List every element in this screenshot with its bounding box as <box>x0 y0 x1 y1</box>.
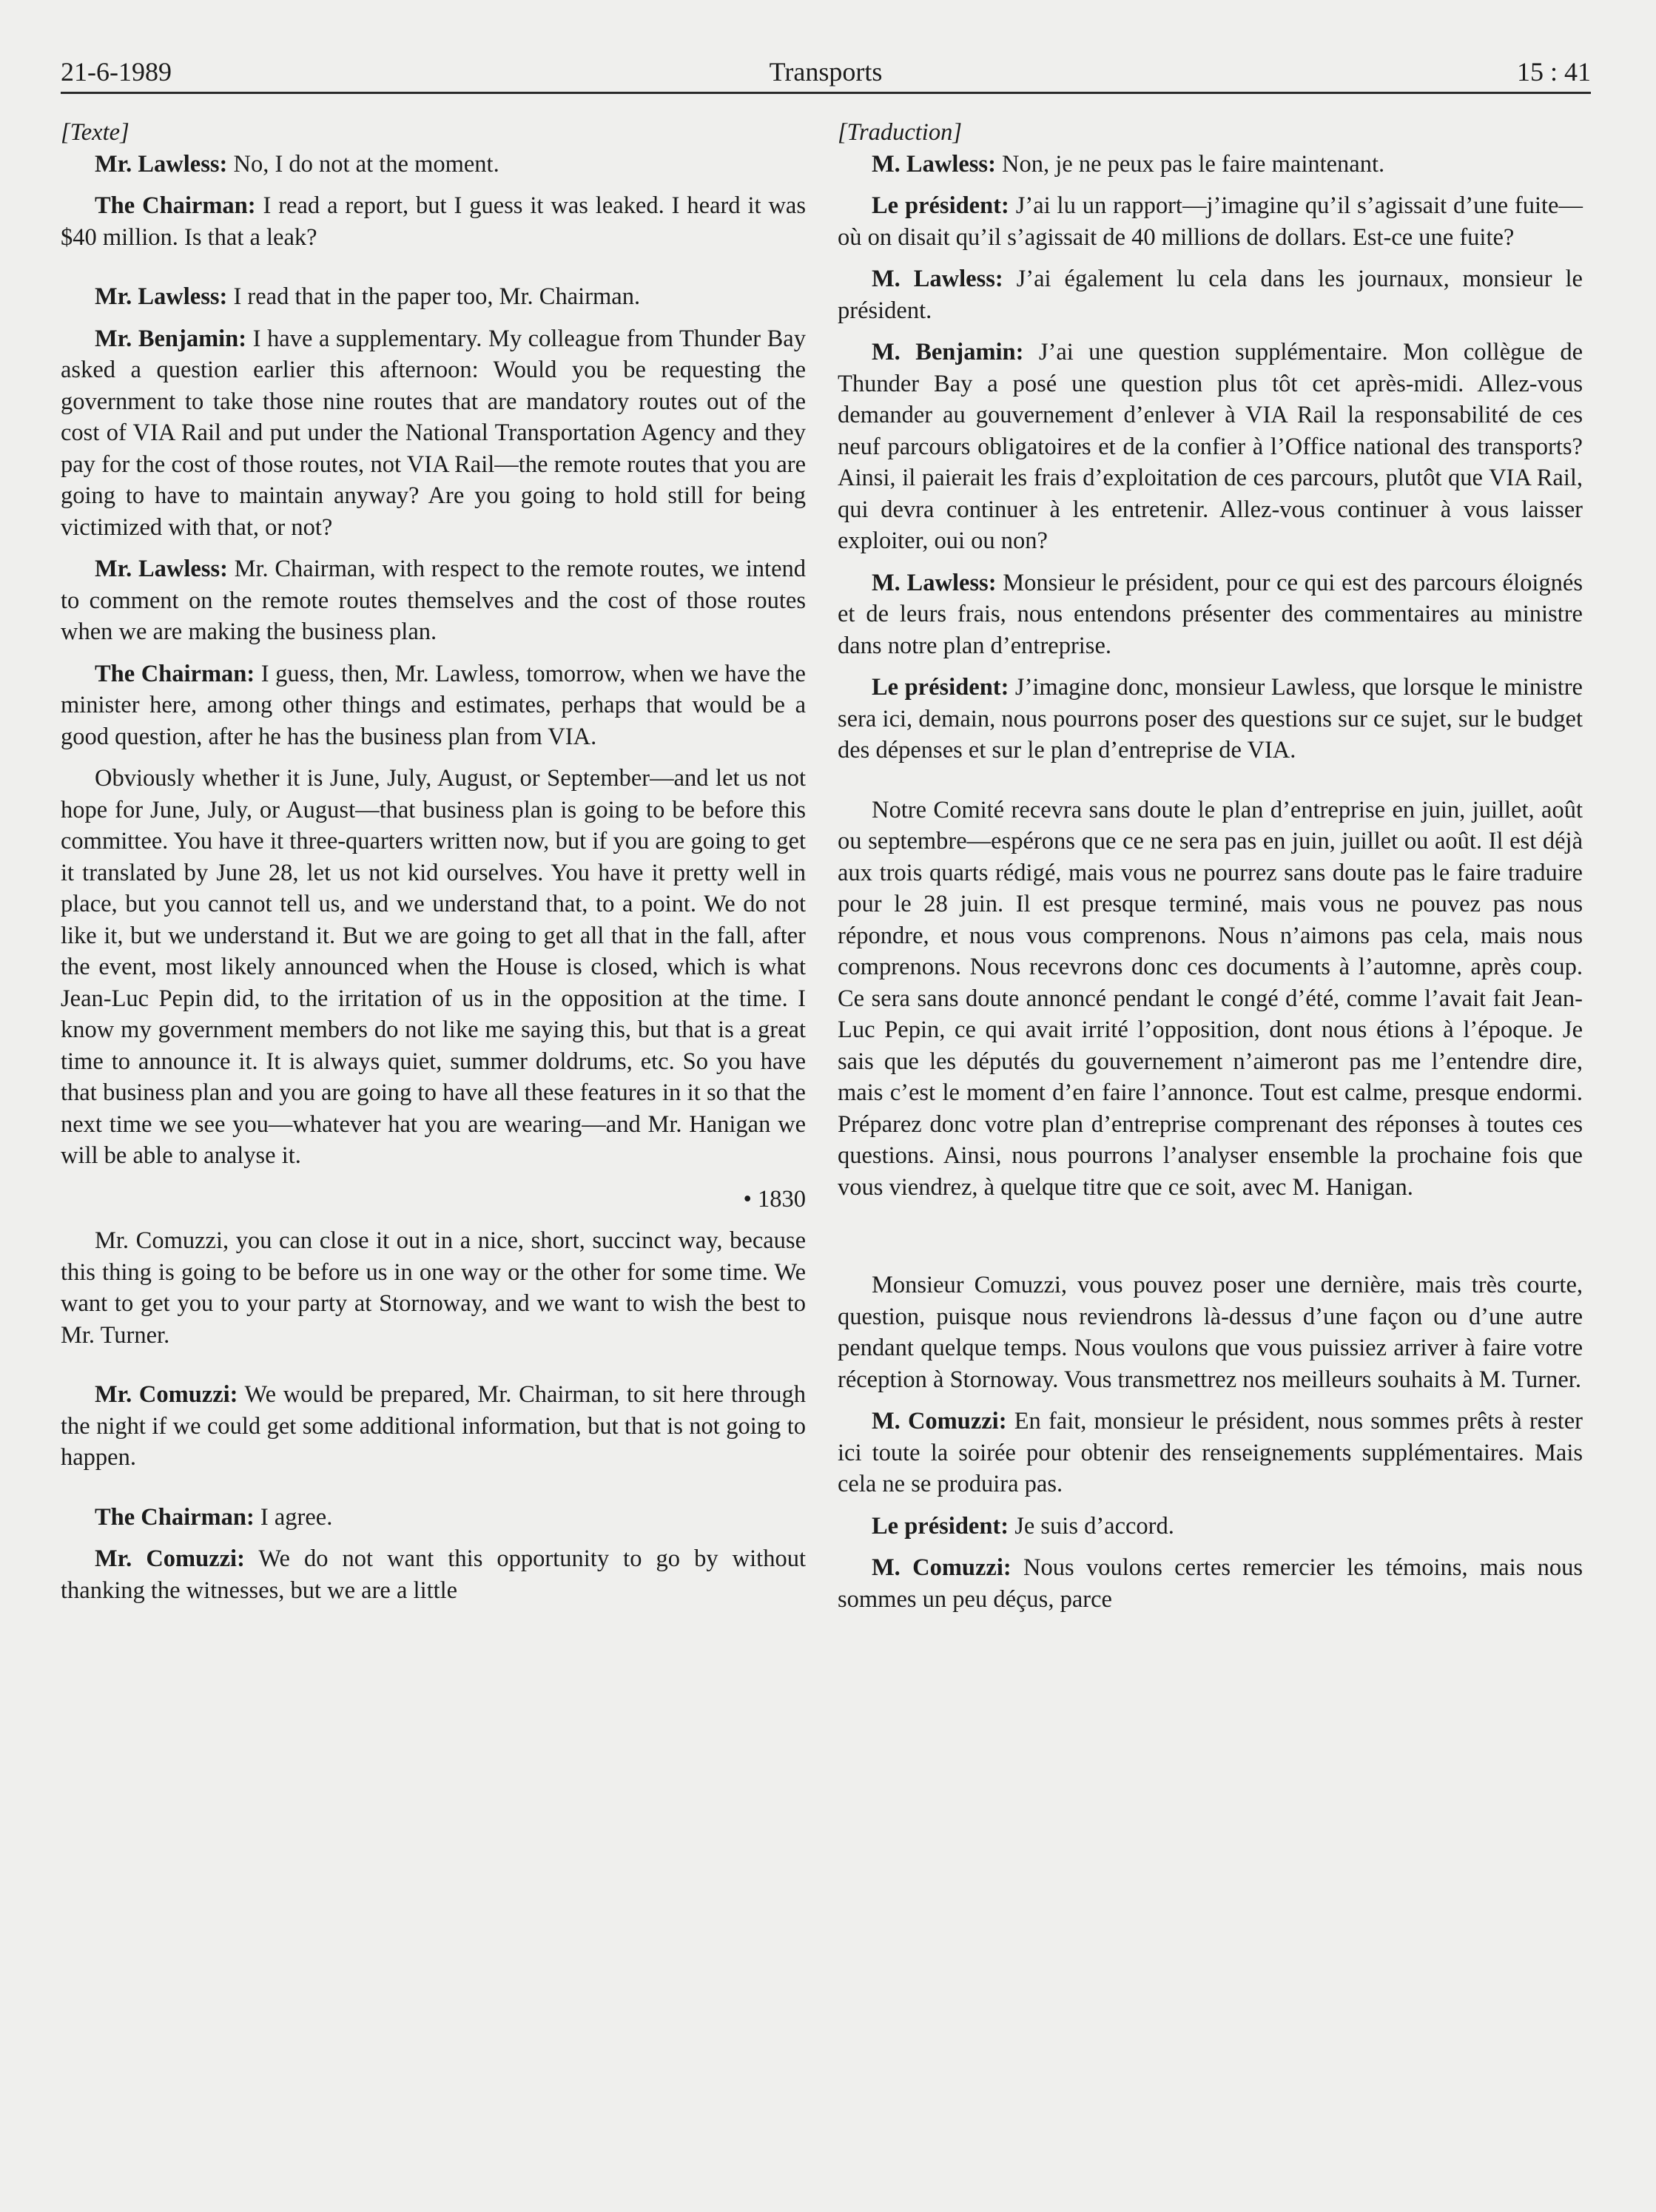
speaker: Le président: <box>872 1512 1009 1540</box>
header-page-number: 15 : 41 <box>1516 57 1591 87</box>
speaker: Le président: <box>872 674 1009 701</box>
paragraph: Mr. Lawless: Mr. Chairman, with respect to the remote routes, we intend to comment on the remote routes themselves and the cost of those routes when we are making the business plan. <box>61 556 806 645</box>
speaker: Mr. Comuzzi: <box>95 1381 238 1408</box>
paragraph: Mr. Lawless: I read that in the paper too, Mr. Chairman. <box>95 283 641 310</box>
paragraph: Le président: Je suis d’accord. <box>872 1512 1174 1540</box>
english-column <box>61 117 806 1606</box>
page-header <box>61 58 1591 94</box>
french-column <box>838 117 1583 1615</box>
timestamp-marker: • 1830 <box>743 1185 806 1213</box>
speaker: The Chairman: <box>95 192 256 219</box>
speaker: The Chairman: <box>95 660 255 687</box>
paragraph: Mr. Comuzzi: We do not want this opportunity to go by without thanking the witnesses, but we are a little <box>61 1545 806 1604</box>
paragraph: Notre Comité recevra sans doute le plan d’entreprise en juin, juillet, août ou septembre—espérons que ce ne sera pas en juin, juillet ou août. Il est déjà aux trois quarts rédigé, mais vous ne pourrez sans doute pas le faire traduire pour le 28 juin. Il est presque terminé, mais vous ne pouvez pas nous répondre, et nous vous comprenons. Nous n’aimons pas cela, mais nous comprenons. Nous recevrons donc ces documents à l’automne, après coup. Ce sera sans doute annoncé pendant le congé d’été, comme l’avait fait Jean-Luc Pepin, ce qui avait irrité l’opposition, dont nous étions à l’époque. Je sais que les députés du gouvernement n’aimeront pas me l’entendre dire, mais c’est le moment d’en faire l’annonce. Tout est calme, presque endormi. Préparez donc votre plan d’entreprise comprenant des réponses à toutes ces questions. Ainsi, nous pourrons l’analyser ensemble la prochaine fois que vous viendrez, à quelque titre que ce soit, avec M. Hanigan. <box>838 796 1583 1201</box>
header-title: Transports <box>769 57 883 87</box>
paragraph: M. Lawless: Monsieur le président, pour ce qui est des parcours éloignés et de leurs frais, nous entendons présenter des commentaires au ministre dans notre plan d’entreprise. <box>838 569 1583 659</box>
paragraph: M. Comuzzi: En fait, monsieur le président, nous sommes prêts à rester ici toute la soirée pour obtenir des renseignements supplémentaires. Mais cela ne se produira pas. <box>838 1408 1583 1497</box>
speaker: The Chairman: <box>95 1503 255 1531</box>
paragraph: M. Lawless: J’ai également lu cela dans les journaux, monsieur le président. <box>838 266 1583 324</box>
speaker: Mr. Lawless: <box>95 283 228 310</box>
paragraph: Mr. Comuzzi, you can close it out in a nice, short, succinct way, because this thing is going to be before us in one way or the other for some time. We want to get you to your party at Stornoway, and we want to wish the best to Mr. Turner. <box>61 1227 806 1349</box>
speaker: Mr. Comuzzi: <box>95 1545 245 1572</box>
speaker: M. Comuzzi: <box>872 1554 1012 1581</box>
paragraph: Le président: J’imagine donc, monsieur Lawless, que lorsque le ministre sera ici, demain, nous pourrons poser des questions sur ce sujet, sur le budget des dépenses et sur le plan d’entreprise de VIA. <box>838 674 1583 763</box>
speaker: Mr. Lawless: <box>95 150 228 178</box>
paragraph: Le président: J’ai lu un rapport—j’imagine qu’il s’agissait d’une fuite—où on disait qu’il s’agissait de 40 millions de dollars. Est-ce une fuite? <box>838 192 1583 251</box>
paragraph: M. Lawless: Non, je ne peux pas le faire maintenant. <box>872 150 1385 178</box>
language-tag: [Traduction] <box>838 119 962 146</box>
speaker: M. Comuzzi: <box>872 1408 1007 1434</box>
paragraph: Monsieur Comuzzi, vous pouvez poser une dernière, mais très courte, question, puisque nous reviendrons là-dessus d’une façon ou d’une autre pendant quelque temps. Nous voulons que vous puissiez arriver à faire votre réception à Stornoway. Vous transmettrez nos meilleurs souhaits à M. Turner. <box>838 1272 1583 1393</box>
paragraph: Mr. Comuzzi: We would be prepared, Mr. Chairman, to sit here through the night if we could get some additional information, but that is not going to happen. <box>61 1381 806 1471</box>
paragraph: The Chairman: I read a report, but I guess it was leaked. I heard it was $40 million. Is that a leak? <box>61 192 806 251</box>
paragraph: The Chairman: I guess, then, Mr. Lawless, tomorrow, when we have the minister here, among other things and estimates, perhaps that would be a good question, after he has the business plan from VIA. <box>61 660 806 750</box>
speaker: Le président: <box>872 192 1009 219</box>
paragraph: M. Benjamin: J’ai une question supplémentaire. Mon collègue de Thunder Bay a posé une question plus tôt cet après-midi. Allez-vous demander au gouvernement d’enlever à VIA Rail la responsabilité de ces neuf parcours obligatoires et de la confier à l’Office national des transports? Ainsi, il paierait les frais d’exploitation de ces parcours, plutôt que VIA Rail, qui devra continuer à les entretenir. Allez-vous continuer à vous laisser exploiter, oui ou non? <box>838 339 1583 554</box>
speaker: Mr. Lawless: <box>95 556 228 582</box>
speaker: Mr. Benjamin: <box>95 325 247 352</box>
speaker: M. Lawless: <box>872 569 997 596</box>
paragraph: M. Comuzzi: Nous voulons certes remercier les témoins, mais nous sommes un peu déçus, parce <box>838 1554 1583 1613</box>
speaker: M. Lawless: <box>872 150 996 178</box>
paragraph: Mr. Benjamin: I have a supplementary. My colleague from Thunder Bay asked a question earlier this afternoon: Would you be requesting the government to take those nine routes that are mandatory routes out of the cost of VIA Rail and put under the National Transportation Agency and they pay for the cost of those routes, not VIA Rail—the remote routes that you are going to have to maintain anyway? Are you going to hold still for being victimized with that, or not? <box>61 325 806 541</box>
language-tag: [Texte] <box>61 119 129 146</box>
paragraph: Mr. Lawless: No, I do not at the moment. <box>95 150 499 178</box>
paragraph: Obviously whether it is June, July, August, or September—and let us not hope for June, July, or August—that business plan is going to be before this committee. You have it three-quarters written now, but if you are going to get it translated by June 28, let us not kid ourselves. You have it pretty well in place, but you cannot tell us, and we understand that, to a point. We do not like it, but we understand it. But we are going to get all that in the fall, after the event, most likely announced when the House is closed, which is what Jean-Luc Pepin did, to the irritation of us in the opposition at the time. I know my government members do not like me saying this, but that is a great time to announce it. It is always quiet, summer doldrums, etc. So you have that business plan and you are going to have all these features in it so that the next time we see you—whatever hat you are wearing—and Mr. Hanigan we will be able to analyse it. <box>61 765 806 1169</box>
speaker: M. Benjamin: <box>872 339 1024 365</box>
header-date: 21-6-1989 <box>61 57 172 87</box>
paragraph: The Chairman: I agree. <box>95 1503 333 1531</box>
speaker: M. Lawless: <box>872 266 1003 292</box>
